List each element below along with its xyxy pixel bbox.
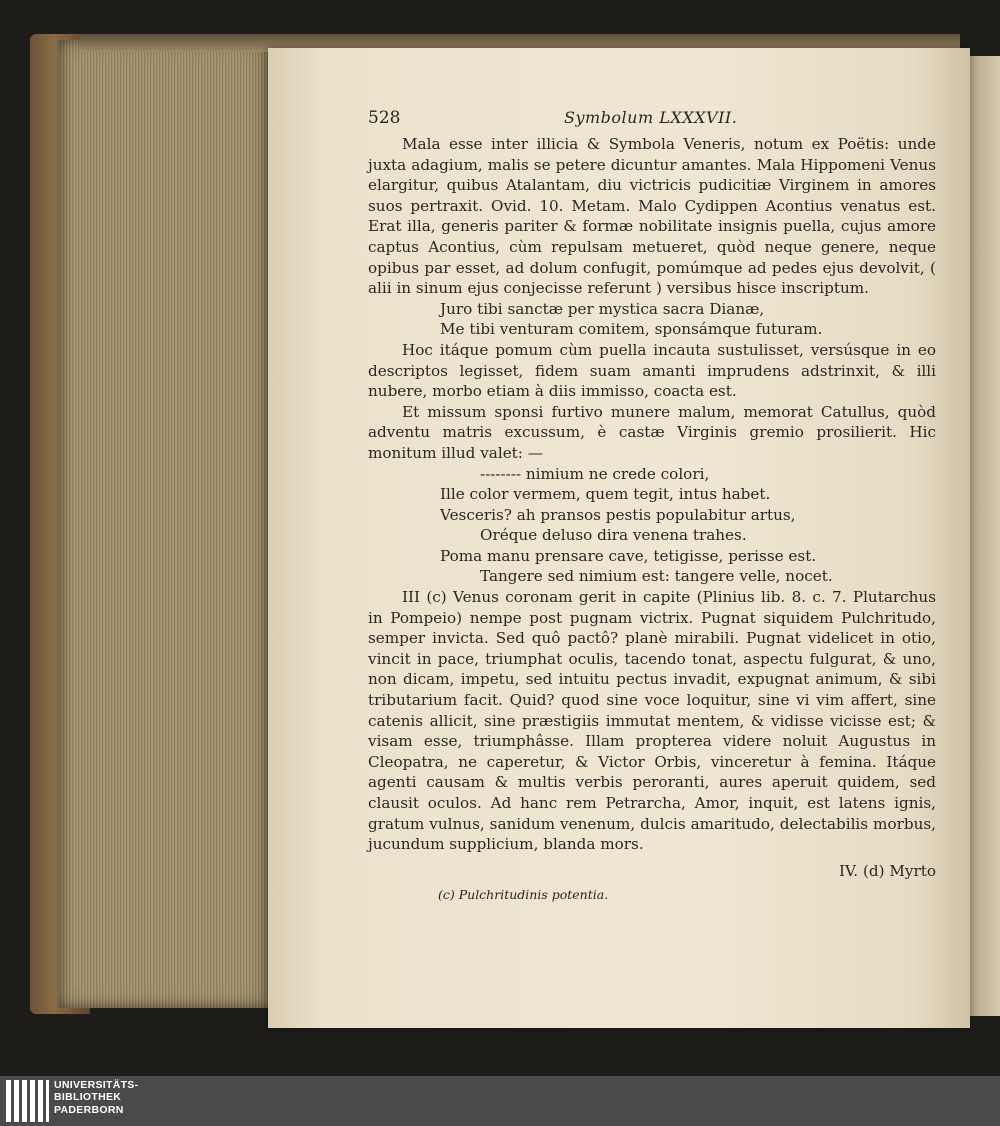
verse-line: Poma manu prensare cave, tetigisse, perisse est.: [440, 546, 817, 565]
paragraph-3: Et missum sponsi furtivo munere malum, memorat Catullus, quòd adventu matris excussum, è castæ Virginis gremio prosilierit. Hic monitum illud valet: —: [368, 402, 936, 462]
library-name: [54, 1079, 138, 1116]
verse-line: Vesceris? ah pransos pestis populabitur artus,: [440, 505, 796, 524]
page-text: [368, 108, 936, 906]
library-name-line: PADERBORN: [54, 1103, 124, 1116]
verse-line: Me tibi venturam comitem, sponsámque futuram.: [440, 320, 823, 339]
paragraph-1: Mala esse inter illicia & Symbola Veneris, notum ex Poëtis: unde juxta adagium, malis se petere dicuntur amantes. Mala Hippomeni Venus elargitur, quibus Atalantam, diu victricis pudicitiæ Virginem in amores suos pertraxit. Ovid. 10. Metam. Malo Cydippen Acontius venatus est. Erat illa, generis pariter & formæ nobilitate insignis puella, cujus amore captus Acontius, cùm repulsam metueret, quòd neque genere, neque opibus par esset, ad dolum confugit, pomúmque ad pedes ejus devolvit, ( alii in sinum ejus conjecisse referunt ) versibus hisce inscriptum.: [368, 135, 936, 298]
verse-block-2: [368, 464, 936, 588]
catchword: IV. (d) Myrto: [838, 861, 936, 880]
verse-line: Oréque deluso dira venena trahes.: [480, 526, 747, 545]
library-name-line: UNIVERSITÄTS-: [54, 1079, 139, 1091]
library-logo-icon: [6, 1080, 50, 1122]
running-head: Symbolum LXXXVII.: [564, 108, 738, 127]
verse-block-1: [368, 299, 936, 340]
paragraph-2: Hoc itáque pomum cùm puella incauta sustulisset, versúsque in eo descriptos legisset, fidem suam amanti imprudens adstrinxit, & illi nubere, morbo etiam à diis immisso, coacta est.: [368, 340, 936, 401]
paragraph-4: III (c) Venus coronam gerit in capite (Plinius lib. 8. c. 7. Plutarchus in Pompeio) nempe post pugnam victrix. Pugnat siquidem Pulchritudo, semper invicta. Sed quô pactô? planè mirabili. Pugnat videlicet in otio, vincit in pace, triumphat oculis, tacendo tonat, aspectu fulgurat, & uno, non dicam, impetu, sed intuitu pectus invadit, expugnat animum, & sibi tributarium facit. Quid? quod sine voce loquitur, sine vi vim affert, sine catenis allicit, sine præstigiis immutat mentem, & vidisse vicisse est; & visam esse, triumphâsse. Illam propterea videre noluit Augustus in Cleopatra, ne caperetur, & Victor Orbis, vinceretur à femina. Itáque agenti causam & multis verbis peroranti, aures aperuit quidem, sed clausit oculos. Ad hanc rem Petrarcha, Amor, inquit, est latens ignis, gratum vulnus, sanidum venenum, dulcis amaritudo, delectabilis morbus, jucundum supplicium, blanda mors.: [368, 588, 936, 854]
footnote: (c) Pulchritudinis potentia.: [438, 887, 609, 903]
library-name-line: BIBLIOTHEK: [54, 1091, 122, 1104]
verse-line: Ille color vermem, quem tegit, intus habet.: [440, 485, 771, 504]
verse-line: Juro tibi sanctæ per mystica sacra Dianæ,: [440, 299, 765, 318]
facing-page: [968, 56, 1000, 1016]
verse-line: -------- nimium ne crede colori,: [480, 464, 710, 483]
library-footer: [0, 1076, 1000, 1126]
verse-line: Tangere sed nimium est: tangere velle, nocet.: [480, 567, 833, 586]
page-header: [368, 108, 936, 134]
page-edges: [58, 40, 278, 1008]
page-number: 528: [368, 108, 401, 128]
